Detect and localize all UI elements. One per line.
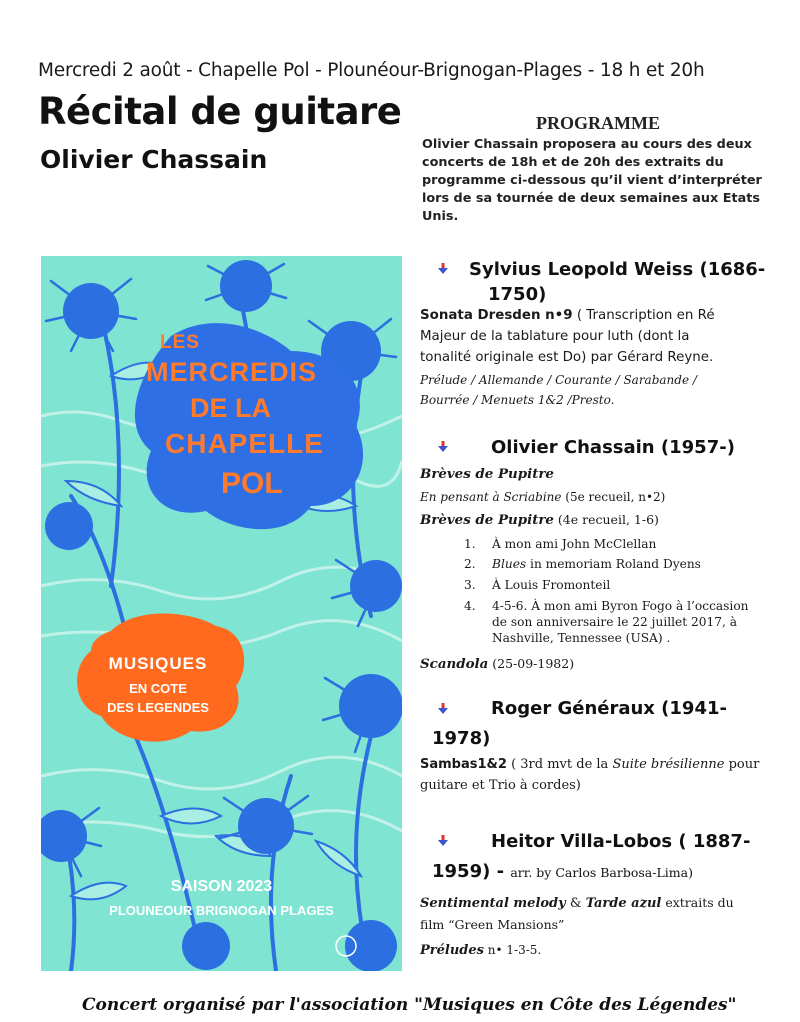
list-item: 4. 4-5-6. À mon ami Byron Fogo à l’occasion de son anniversaire le 22 juillet 2017, à Nashville, Tennessee (USA) . — [464, 598, 784, 648]
list-item: 2. Blues in memoriam Roland Dyens — [464, 557, 701, 571]
poster-en-cote: EN COTE — [129, 681, 187, 696]
chassain-work3 — [420, 654, 574, 675]
weiss-work — [420, 306, 790, 326]
chassain-work2 — [420, 510, 659, 531]
villa-lobos-work1-line2: film “Green Mansions” — [420, 917, 565, 932]
work2-detail: (4e recueil, 1-6) — [553, 512, 659, 527]
bullet-arrow-icon — [436, 262, 450, 276]
composer-generaux-dates: 1978) — [432, 728, 491, 749]
composer-chassain: Olivier Chassain (1957-) — [491, 437, 735, 458]
list-item: 1. À mon ami John McClellan — [464, 537, 657, 551]
work1-sub-detail: (5e recueil, n•2) — [561, 490, 666, 504]
work1-title: Sentimental melody — [420, 896, 566, 911]
arranger: arr. by Carlos Barbosa-Lima) — [510, 865, 693, 880]
work-desc-post: pour — [724, 757, 760, 772]
generaux-desc-line2: guitare et Trio à cordes) — [420, 778, 581, 793]
composer-weiss-dates: 1750) — [488, 284, 547, 305]
composer-villa-lobos-dates — [432, 860, 693, 885]
weiss-desc-line3: tonalité originale est Do) par Gérard Reyne. — [420, 350, 714, 365]
work2-detail: n• 1-3-5. — [483, 943, 542, 957]
work1-detail: extraits du — [661, 895, 734, 910]
generaux-work — [420, 755, 790, 775]
composer-villa-lobos: Heitor Villa-Lobos ( 1887- — [491, 831, 751, 852]
list-text-line: 4-5-6. À mon ami Byron Fogo à l’occasion — [492, 599, 749, 613]
villa-lobos-work2 — [420, 940, 541, 961]
work1-sub-title: En pensant à Scriabine — [420, 490, 562, 504]
page-title: Récital de guitare — [38, 90, 402, 133]
bullet-arrow-icon — [436, 702, 450, 716]
composer-generaux: Roger Généraux (1941- — [491, 698, 727, 719]
list-item: 3. À Louis Fromonteil — [464, 578, 611, 592]
work3-title: Scandola — [420, 656, 489, 672]
work3-detail: (25-09-1982) — [488, 656, 575, 671]
list-text-line: Nashville, Tennessee (USA) . — [492, 631, 671, 645]
villa-lobos-work1 — [420, 893, 790, 914]
organizer-footer: Concert organisé par l'association "Musiques en Côte des Légendes" — [82, 995, 737, 1015]
chassain-work1-title: Brèves de Pupitre — [420, 466, 554, 482]
programme-heading: PROGRAMME — [536, 113, 660, 133]
weiss-movements-line2: Bourrée / Menuets 1&2 /Presto. — [420, 393, 615, 407]
intro-line: Unis. — [422, 209, 459, 224]
weiss-movements-line1: Prélude / Allemande / Courante / Sarabande / — [420, 373, 697, 387]
work-title: Sambas1&2 — [420, 757, 507, 772]
poster-les: LES — [160, 332, 200, 353]
chassain-work1-sub — [420, 487, 665, 507]
work1-title2: Tarde azul — [585, 896, 662, 911]
list-text-line: de son anniversaire le 22 juillet 2017, à — [492, 615, 738, 629]
poster-lieu: PLOUNEOUR BRIGNOGAN PLAGES — [109, 903, 334, 918]
work-desc-italic: Suite brésilienne — [612, 757, 725, 772]
bullet-arrow-icon — [436, 834, 450, 848]
composer-weiss: Sylvius Leopold Weiss (1686- — [469, 259, 766, 280]
poster-musiques: MUSIQUES — [108, 654, 208, 673]
intro-line: programme ci-dessous qu’il vient d’interpréter — [422, 173, 762, 188]
work-desc-pre: ( 3rd mvt de la — [506, 757, 613, 772]
performer-name: Olivier Chassain — [40, 145, 268, 174]
work2-title: Brèves de Pupitre — [420, 512, 554, 528]
work-desc: ( Transcription en Ré — [572, 308, 715, 323]
event-info-line: Mercredi 2 août - Chapelle Pol - Plounéour-Brignogan-Plages - 18 h et 20h — [38, 60, 705, 81]
poster-pol: POL — [221, 467, 283, 500]
composer-dates: 1959) - — [432, 861, 511, 882]
intro-line: Olivier Chassain proposera au cours des deux — [422, 137, 752, 152]
list-text: in memoriam Roland Dyens — [526, 557, 701, 571]
poster-mercredis: MERCREDIS — [146, 357, 318, 387]
weiss-desc-line2: Majeur de la tablature pour luth (dont la — [420, 329, 690, 344]
poster-chapelle: CHAPELLE — [165, 428, 324, 459]
poster-saison: SAISON 2023 — [170, 878, 273, 895]
intro-line: concerts de 18h et de 20h des extraits du — [422, 155, 724, 170]
work-title: Sonata Dresden n•9 — [420, 308, 573, 323]
list-italic-text: Blues — [492, 557, 527, 571]
bullet-arrow-icon — [436, 440, 450, 454]
programme-intro — [422, 136, 772, 226]
intro-line: lors de sa tournée de deux semaines aux Etats — [422, 191, 760, 206]
poster-des-legendes: DES LEGENDES — [107, 700, 209, 715]
poster-de-la: DE LA — [190, 393, 271, 423]
festival-poster — [41, 256, 402, 971]
work1-and: & — [565, 896, 586, 911]
work2-title: Préludes — [420, 943, 484, 958]
